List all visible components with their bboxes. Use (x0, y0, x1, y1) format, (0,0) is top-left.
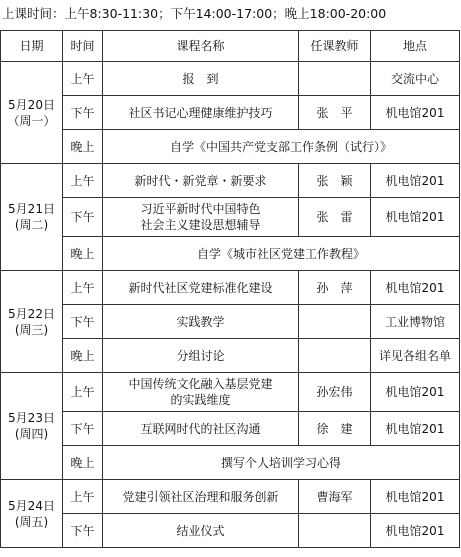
session-time: 上午 (63, 271, 103, 305)
table-row (1, 446, 460, 480)
location: 详见各组名单 (371, 339, 460, 373)
course-line: 习近平新时代中国特色 (140, 202, 261, 216)
table-row (1, 62, 460, 96)
day-cell (1, 271, 63, 373)
session-time: 上午 (63, 164, 103, 198)
teacher-name: 孙宏伟 (299, 373, 371, 412)
session-time: 晚上 (63, 446, 103, 480)
location: 机电馆201 (371, 480, 460, 514)
location: 机电馆201 (371, 164, 460, 198)
location: 机电馆201 (371, 198, 460, 237)
day-cell (1, 164, 63, 271)
course-name (103, 96, 299, 130)
table-row (1, 373, 460, 412)
table-row (1, 237, 460, 271)
course-name (103, 339, 299, 373)
session-time: 上午 (63, 62, 103, 96)
table-row (1, 96, 460, 130)
course-name (103, 412, 299, 446)
course-line: 自学《城市社区党建工作教程》 (196, 246, 365, 261)
table-row (1, 480, 460, 514)
table-row (1, 271, 460, 305)
day-weekday: (周三) (14, 322, 49, 337)
session-time: 下午 (63, 198, 103, 237)
course-line: 自学《中国共产党支部工作条例（试行）》 (169, 139, 392, 154)
table-row (1, 412, 460, 446)
course-name (103, 164, 299, 198)
course-line: 社区书记心理健康维护技巧 (128, 105, 273, 120)
header-time: 时间 (63, 31, 103, 62)
day-weekday: (周二) (14, 218, 49, 232)
day-cell (1, 62, 63, 164)
table-row (1, 514, 460, 548)
course-line: 分组讨论 (176, 348, 225, 363)
course-line: 结业仪式 (176, 523, 225, 538)
course-name (103, 446, 460, 480)
session-time: 晚上 (63, 130, 103, 164)
table-row (1, 305, 460, 339)
day-date: 5月21日 (8, 202, 55, 216)
day-date: 5月23日 (8, 411, 55, 425)
course-name (103, 373, 299, 412)
location: 机电馆201 (371, 271, 460, 305)
table-row (1, 198, 460, 237)
course-name (103, 198, 299, 237)
session-time: 上午 (63, 373, 103, 412)
table-row (1, 339, 460, 373)
session-time: 晚上 (63, 237, 103, 271)
schedule-table (0, 30, 460, 548)
location: 机电馆201 (371, 514, 460, 548)
course-line: 实践教学 (176, 314, 225, 329)
table-row (1, 130, 460, 164)
location: 机电馆201 (371, 96, 460, 130)
course-line: 互联网时代的社区沟通 (140, 421, 261, 436)
table-row (1, 164, 460, 198)
location: 交流中心 (371, 62, 460, 96)
teacher-name: 徐 建 (299, 412, 371, 446)
teacher-name (299, 305, 371, 339)
course-name (103, 480, 299, 514)
header-teacher: 任课教师 (299, 31, 371, 62)
day-weekday: （周一） (7, 113, 56, 128)
day-weekday: (周五) (14, 514, 49, 529)
course-line: 的实践维度 (170, 393, 231, 407)
session-time: 晚上 (63, 339, 103, 373)
course-line: 撰写个人培训学习心得 (220, 455, 341, 470)
teacher-name (299, 62, 371, 96)
day-date: 5月24日 (8, 498, 55, 513)
course-line: 中国传统文化融入基层党建 (128, 377, 273, 391)
course-name (103, 237, 460, 271)
day-cell (1, 480, 63, 548)
session-time: 下午 (63, 305, 103, 339)
day-date: 5月20日 (8, 97, 55, 112)
course-name (103, 271, 299, 305)
teacher-name: 张 平 (299, 96, 371, 130)
session-time: 下午 (63, 514, 103, 548)
course-line: 社会主义建设思想辅导 (140, 218, 261, 232)
course-name (103, 305, 299, 339)
teacher-name: 孙 萍 (299, 271, 371, 305)
location: 机电馆201 (371, 373, 460, 412)
header-course: 课程名称 (103, 31, 299, 62)
course-name (103, 130, 460, 164)
day-weekday: (周四) (14, 427, 49, 441)
teacher-name (299, 514, 371, 548)
header-date: 日期 (1, 31, 63, 62)
table-header-row (1, 31, 460, 62)
teacher-name: 曹海军 (299, 480, 371, 514)
class-time-header: 上课时间：上午8:30-11:30；下午14:00-17:00；晚上18:00-20:00 (2, 6, 387, 21)
header-location: 地点 (371, 31, 460, 62)
session-time: 下午 (63, 412, 103, 446)
session-time: 上午 (63, 480, 103, 514)
course-line: 新时代・新党章・新要求 (134, 173, 267, 188)
course-name (103, 62, 299, 96)
course-name (103, 514, 299, 548)
teacher-name: 张 雷 (299, 198, 371, 237)
course-line: 新时代社区党建标准化建设 (128, 280, 273, 295)
course-line: 党建引领社区治理和服务创新 (122, 489, 279, 504)
teacher-name (299, 339, 371, 373)
location: 机电馆201 (371, 412, 460, 446)
teacher-name: 张 颖 (299, 164, 371, 198)
location: 工业博物馆 (371, 305, 460, 339)
session-time: 下午 (63, 96, 103, 130)
day-date: 5月22日 (8, 306, 55, 321)
course-line: 报 到 (182, 71, 219, 86)
day-cell (1, 373, 63, 480)
